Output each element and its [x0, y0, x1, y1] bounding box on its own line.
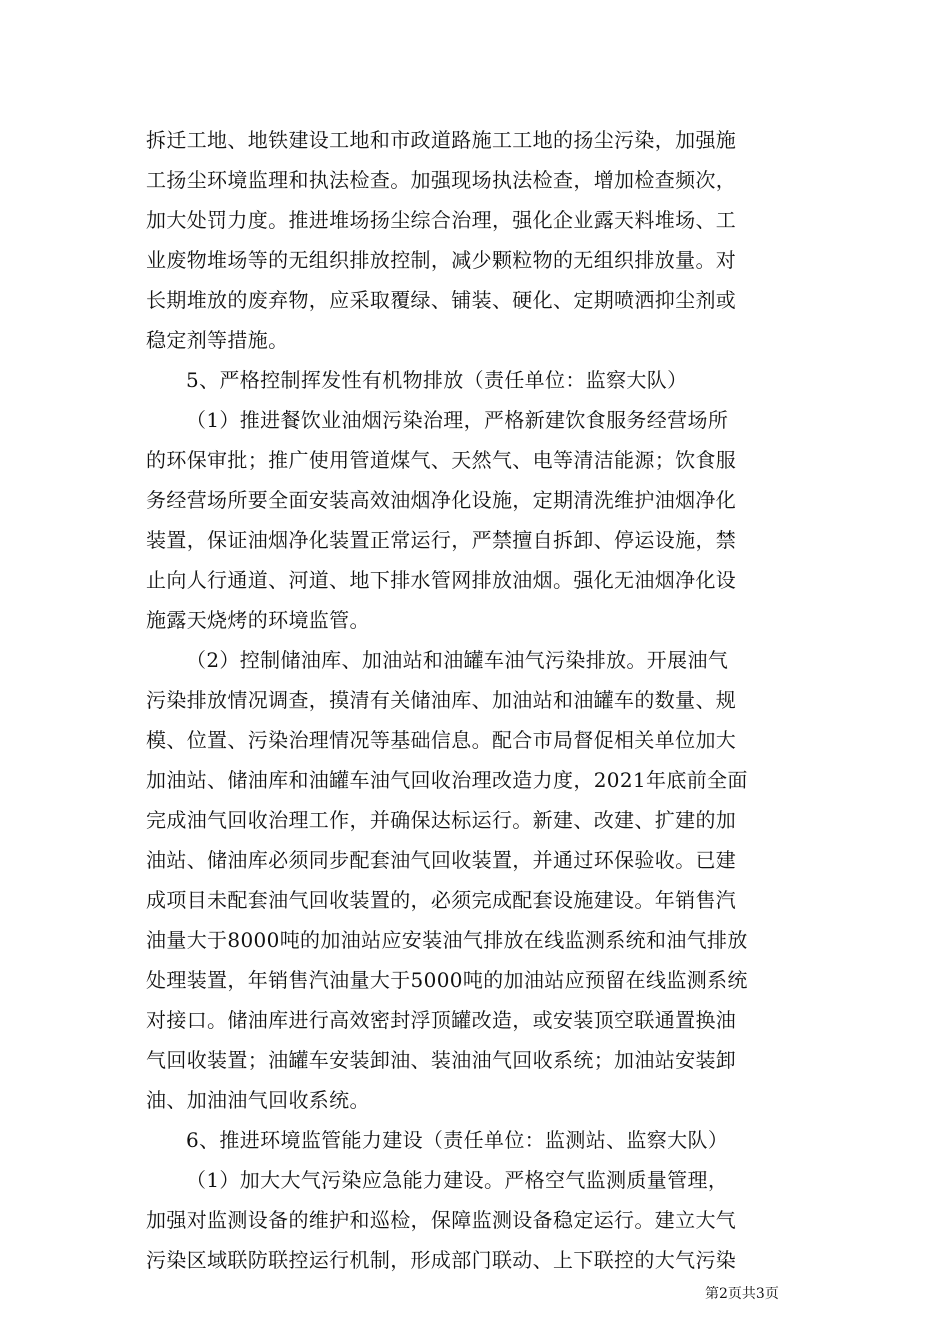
body-text-line: 处理装置，年销售汽油量大于5000吨的加油站应预留在线监测系统	[146, 968, 748, 992]
body-text-line: 对接口。储油库进行高效密封浮顶罐改造，或安装顶空联通置换油	[146, 1008, 737, 1032]
paragraph-first-line: （1）推进餐饮业油烟污染治理，严格新建饮食服务经营场所	[186, 408, 729, 432]
body-text-line: 止向人行通道、河道、地下排水管网排放油烟。强化无油烟净化设	[146, 568, 737, 592]
body-text-line: 油量大于8000吨的加油站应安装油气排放在线监测系统和油气排放	[146, 928, 748, 952]
body-text-line: 污染排放情况调查，摸清有关储油库、加油站和油罐车的数量、规	[146, 688, 737, 712]
body-text-line: 工扬尘环境监理和执法检查。加强现场执法检查，增加检查频次，	[146, 168, 737, 192]
body-text-line: 模、位置、污染治理情况等基础信息。配合市局督促相关单位加大	[146, 728, 737, 752]
body-text-line: 加大处罚力度。推进堆场扬尘综合治理，强化企业露天料堆场、工	[146, 208, 737, 232]
section-heading-5: 5、严格控制挥发性有机物排放（责任单位：监察大队）	[186, 368, 688, 392]
section-heading-6: 6、推进环境监管能力建设（责任单位：监测站、监察大队）	[186, 1128, 729, 1152]
body-text-line: 油站、储油库必须同步配套油气回收装置，并通过环保验收。已建	[146, 848, 737, 872]
paragraph-first-line: （2）控制储油库、加油站和油罐车油气污染排放。开展油气	[186, 648, 729, 672]
body-text-line: 的环保审批；推广使用管道煤气、天然气、电等清洁能源；饮食服	[146, 448, 737, 472]
body-text-line: 气回收装置；油罐车安装卸油、装油油气回收系统；加油站安装卸	[146, 1048, 737, 1072]
body-text-line: 油、加油油气回收系统。	[146, 1088, 370, 1112]
body-text-line: 务经营场所要全面安装高效油烟净化设施，定期清洗维护油烟净化	[146, 488, 737, 512]
page-number: 第2页共3页	[705, 1286, 779, 1302]
body-text-line: 加油站、储油库和油罐车油气回收治理改造力度，2021年底前全面	[146, 768, 748, 792]
body-text-line: 装置，保证油烟净化装置正常运行，严禁擅自拆卸、停运设施，禁	[146, 528, 737, 552]
body-text-line: 拆迁工地、地铁建设工地和市政道路施工工地的扬尘污染，加强施	[146, 128, 737, 152]
body-text-line: 成项目未配套油气回收装置的，必须完成配套设施建设。年销售汽	[146, 888, 737, 912]
body-text-line: 业废物堆场等的无组织排放控制，减少颗粒物的无组织排放量。对	[146, 248, 737, 272]
body-text-line: 完成油气回收治理工作，并确保达标运行。新建、改建、扩建的加	[146, 808, 737, 832]
body-text-line: 施露天烧烤的环境监管。	[146, 608, 370, 632]
paragraph-first-line: （1）加大大气污染应急能力建设。严格空气监测质量管理，	[186, 1168, 729, 1192]
body-text-line: 加强对监测设备的维护和巡检，保障监测设备稳定运行。建立大气	[146, 1208, 737, 1232]
body-text-line: 污染区域联防联控运行机制，形成部门联动、上下联控的大气污染	[146, 1248, 737, 1272]
body-text-line: 长期堆放的废弃物，应采取覆绿、铺装、硬化、定期喷洒抑尘剂或	[146, 288, 737, 312]
body-text-line: 稳定剂等措施。	[146, 328, 289, 352]
